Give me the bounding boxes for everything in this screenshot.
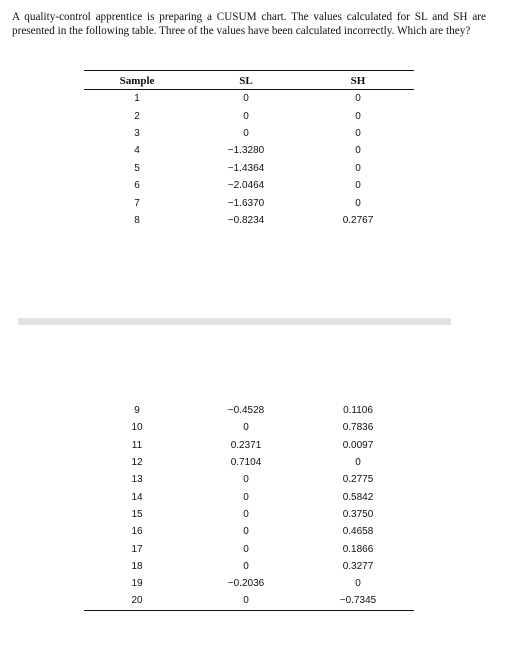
sh-cell: 0 <box>355 457 361 469</box>
sample-cell: 1 <box>134 93 140 105</box>
sl-cell: 0 <box>243 422 249 434</box>
cusum-table-top <box>84 70 414 229</box>
sl-cell: −0.4528 <box>227 405 265 417</box>
sl-cell: 0 <box>243 560 249 572</box>
sh-cell: 0 <box>355 162 361 174</box>
table-row <box>84 125 414 142</box>
sh-cell: 0.1866 <box>342 543 374 555</box>
sh-cell: 0 <box>355 197 361 209</box>
table-row <box>84 177 414 194</box>
sample-cell: 19 <box>131 578 143 590</box>
sh-cell: 0 <box>355 578 361 590</box>
sample-cell: 7 <box>134 197 140 209</box>
cusum-table-continued <box>84 402 414 611</box>
table-row <box>84 471 414 488</box>
sample-cell: 9 <box>134 405 140 417</box>
table-row <box>84 212 414 229</box>
sh-cell: 0.4658 <box>342 526 374 538</box>
header-sample: Sample <box>84 71 190 90</box>
sl-cell: 0 <box>243 508 249 520</box>
sample-cell: 15 <box>131 508 143 520</box>
sh-cell: −0.7345 <box>302 592 414 610</box>
sl-cell: −0.2036 <box>227 578 265 590</box>
table-row <box>84 558 414 575</box>
sample-cell: 5 <box>134 162 140 174</box>
sl-cell: 0 <box>243 526 249 538</box>
sample-cell: 13 <box>131 474 143 486</box>
table-row <box>84 160 414 177</box>
sample-cell: 2 <box>134 110 140 122</box>
table-row <box>84 506 414 523</box>
table-row <box>84 437 414 454</box>
sh-cell: 0 <box>355 180 361 192</box>
sl-cell: −1.3280 <box>227 145 265 157</box>
sl-cell: −2.0464 <box>227 180 265 192</box>
sh-cell: 0 <box>355 93 361 105</box>
table-row <box>84 90 414 108</box>
sh-cell: 0 <box>355 127 361 139</box>
sl-cell: −0.8234 <box>227 214 265 226</box>
sample-cell: 3 <box>134 127 140 139</box>
table-row <box>84 402 414 419</box>
table-row <box>84 142 414 159</box>
sample-cell: 8 <box>134 214 140 226</box>
sh-cell: 0 <box>355 145 361 157</box>
table-row <box>84 575 414 592</box>
sh-cell: 0.3277 <box>342 560 374 572</box>
header-row <box>84 71 414 90</box>
sh-cell: 0.0097 <box>342 439 374 451</box>
page-break-bar <box>18 318 451 325</box>
sl-cell: 0.2371 <box>230 439 262 451</box>
sample-cell: 4 <box>134 145 140 157</box>
sl-cell: −1.6370 <box>227 197 265 209</box>
sample-cell: 11 <box>131 439 143 451</box>
table-row <box>84 523 414 540</box>
header-sh: SH <box>302 71 414 90</box>
cusum-table-bottom <box>84 402 414 611</box>
sample-cell: 20 <box>84 592 190 610</box>
sample-cell: 18 <box>131 560 143 572</box>
sl-cell: 0 <box>243 474 249 486</box>
table-row <box>84 488 414 505</box>
sl-cell: 0 <box>243 127 249 139</box>
sample-cell: 10 <box>131 422 143 434</box>
question-text: A quality-control apprentice is preparing a CUSUM chart. The values calculated for SL and SH are presented in the following table. Three of the values have been calculated incorrectly. Which are they? <box>12 11 486 37</box>
sh-cell: 0.2767 <box>342 214 374 226</box>
sl-cell: 0 <box>243 110 249 122</box>
table-row <box>84 419 414 436</box>
sl-cell: 0 <box>243 491 249 503</box>
header-sl: SL <box>190 71 302 90</box>
sh-cell: 0.1106 <box>343 405 373 417</box>
sample-cell: 17 <box>131 543 143 555</box>
sl-cell: 0.7104 <box>230 457 262 469</box>
table-row <box>84 194 414 211</box>
sample-cell: 14 <box>131 491 143 503</box>
sample-cell: 12 <box>131 457 143 469</box>
table-row <box>84 540 414 557</box>
sl-cell: 0 <box>190 592 302 610</box>
sh-cell: 0.3750 <box>342 508 374 520</box>
sl-cell: −1.4364 <box>227 162 265 174</box>
cusum-table <box>84 70 414 229</box>
table-row <box>84 454 414 471</box>
table-row <box>84 592 414 610</box>
sl-cell: 0 <box>243 543 249 555</box>
sample-cell: 16 <box>131 526 143 538</box>
sh-cell: 0.7836 <box>342 422 374 434</box>
table-row <box>84 107 414 124</box>
sh-cell: 0 <box>355 110 361 122</box>
sl-cell: 0 <box>243 93 249 105</box>
sh-cell: 0.2775 <box>342 474 374 486</box>
sample-cell: 6 <box>134 180 140 192</box>
sh-cell: 0.5842 <box>342 491 374 503</box>
